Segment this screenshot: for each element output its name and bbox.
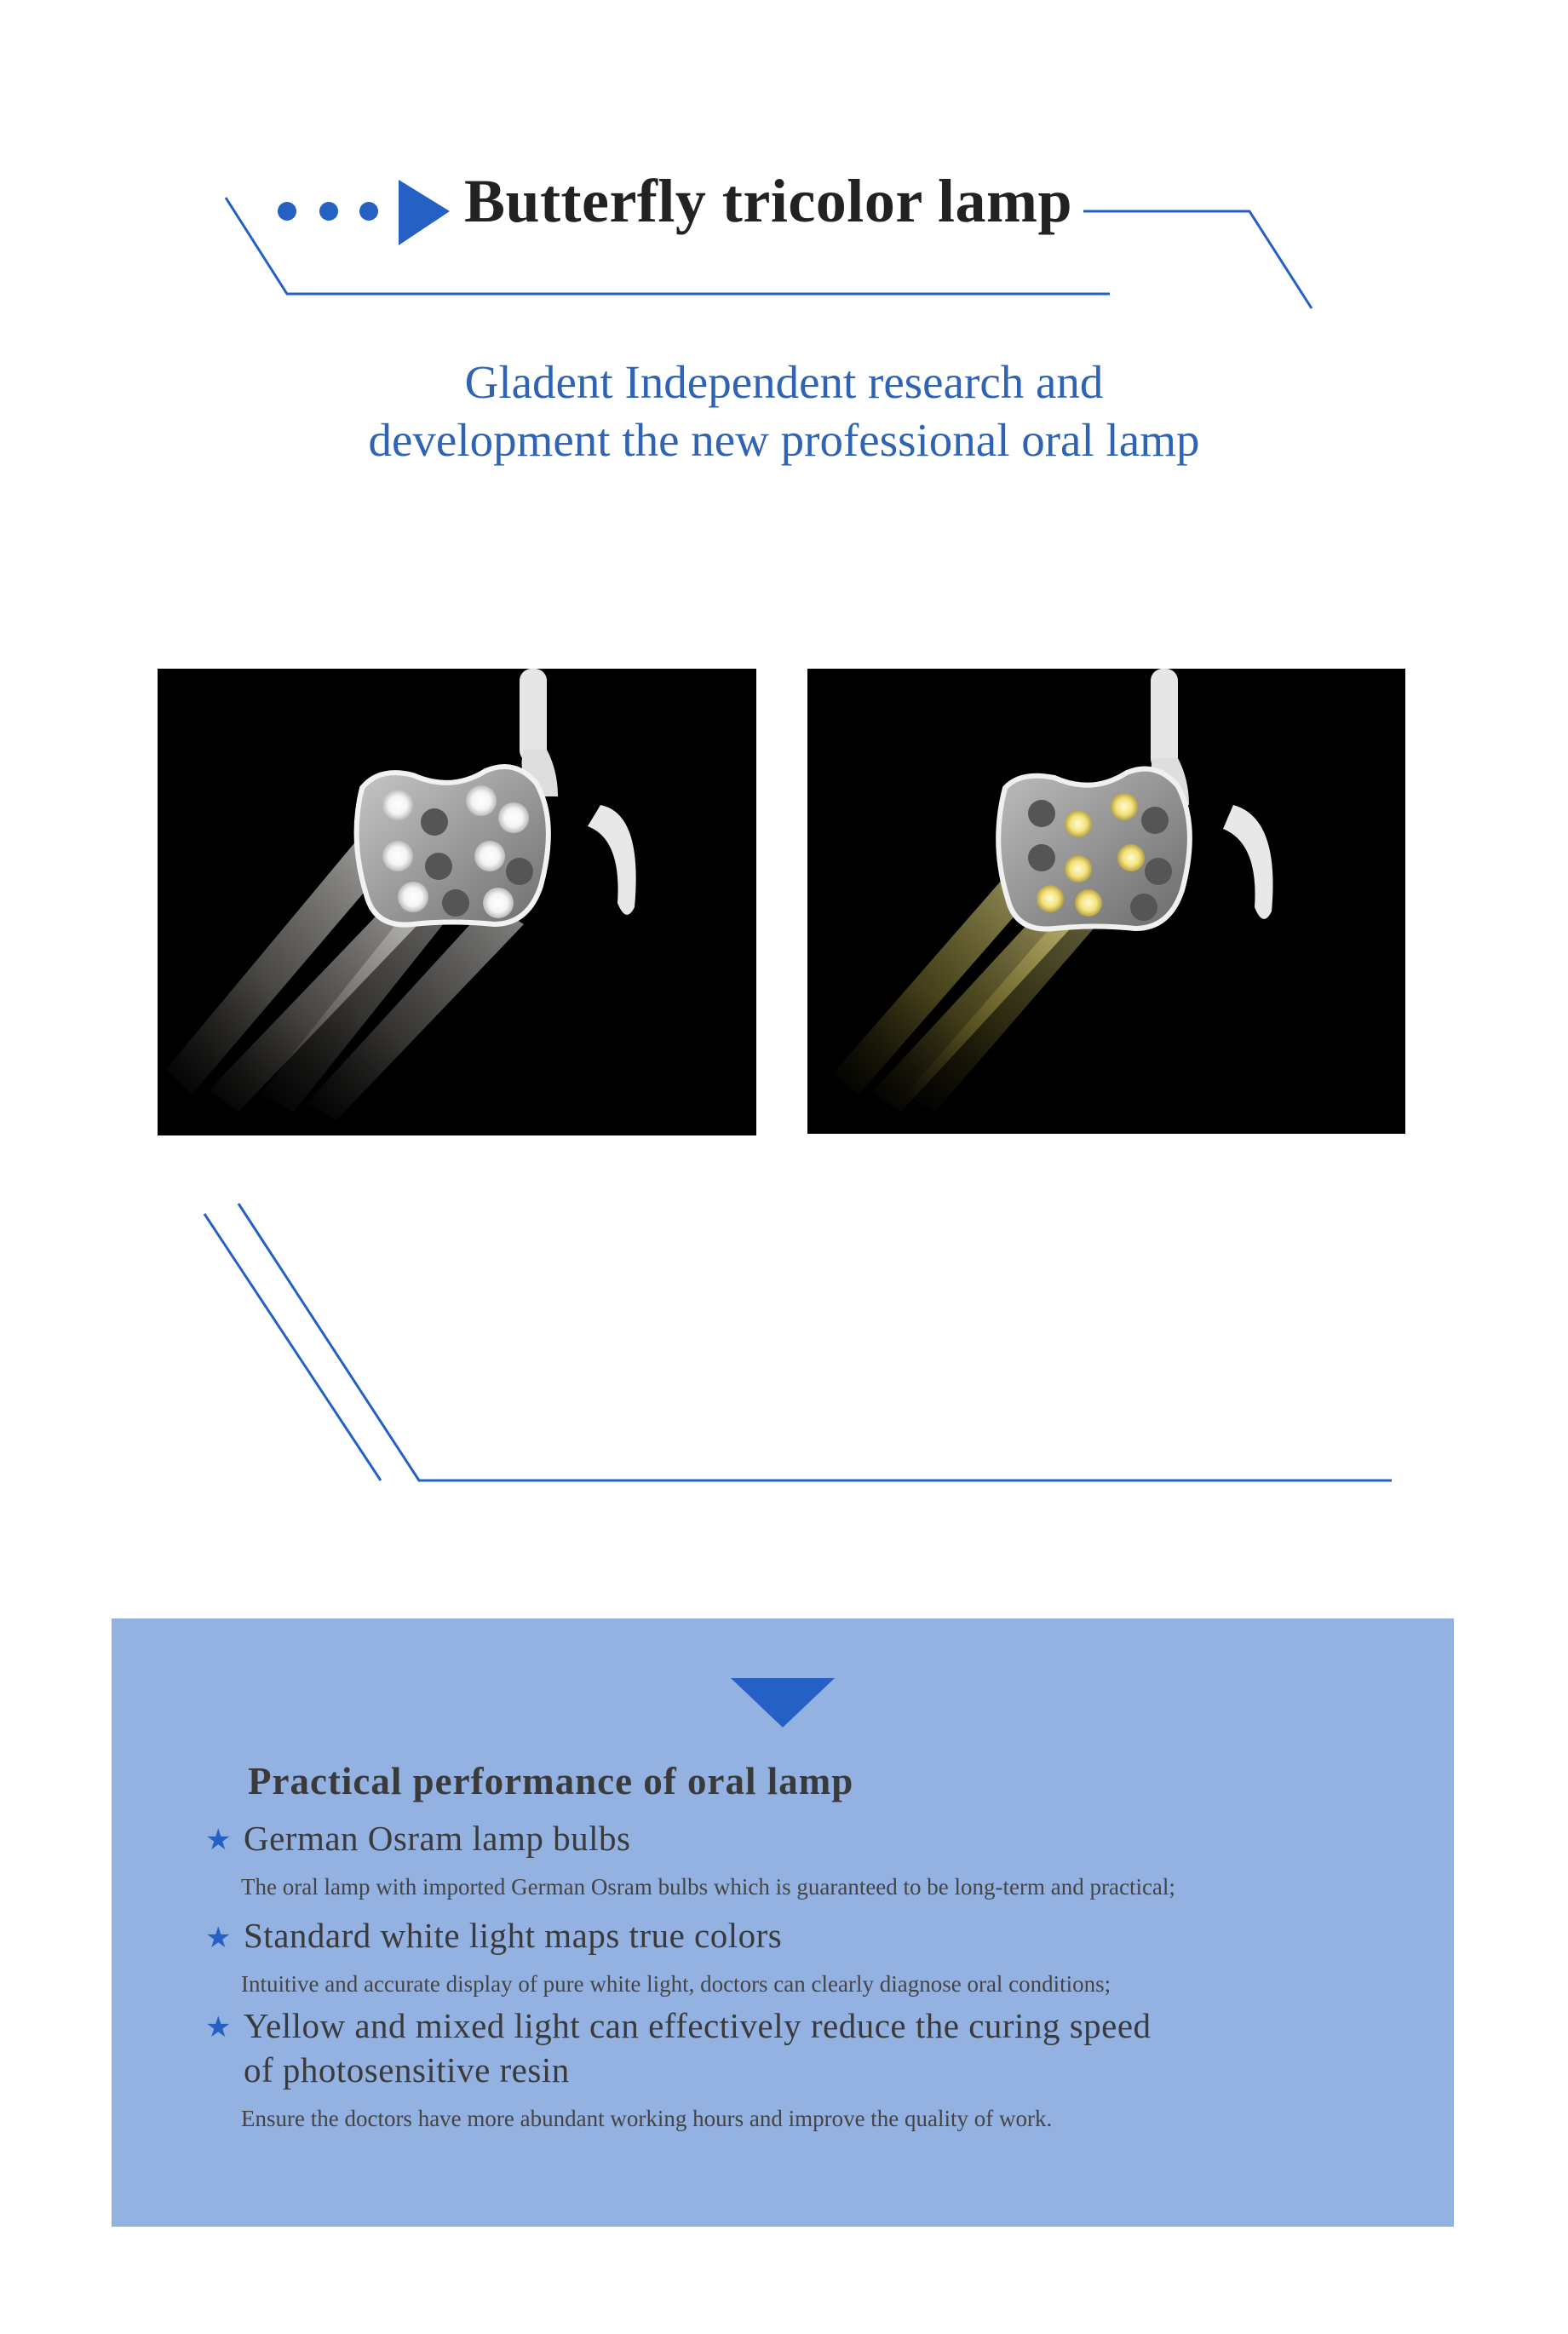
panel-heading: Practical performance of oral lamp	[248, 1760, 854, 1802]
header-dot-3	[359, 202, 378, 221]
header-play-icon	[399, 180, 450, 245]
subtitle-line-1: Gladent Independent research and	[464, 356, 1104, 408]
star-icon: ★	[205, 2010, 232, 2044]
section-divider-line-a	[204, 1214, 381, 1480]
feature-title-white-light: Standard white light maps true colors	[244, 1916, 783, 1955]
feature-desc-osram: The oral lamp with imported German Osram bulbs which is guaranteed to be long-term and practical;	[241, 1874, 1175, 1900]
feature-title-yellow-light-line2: of photosensitive resin	[244, 2050, 570, 2090]
subtitle-line-2: development the new professional oral lamp	[368, 414, 1200, 466]
feature-desc-yellow-light: Ensure the doctors have more abundant working hours and improve the quality of work.	[241, 2106, 1053, 2131]
header-dot-1	[278, 202, 296, 221]
feature-title-yellow-light-line1: Yellow and mixed light can effectively reduce the curing speed	[244, 2006, 1152, 2045]
performance-panel	[112, 1618, 1454, 2227]
star-icon: ★	[205, 1823, 232, 1857]
down-arrow-icon	[731, 1678, 835, 1728]
section-divider-line-b	[238, 1204, 1392, 1480]
header-dot-2	[319, 202, 338, 221]
white-light-lamp-photo	[158, 669, 756, 1135]
page-title: Butterfly tricolor lamp	[464, 167, 1072, 235]
feature-desc-white-light: Intuitive and accurate display of pure white light, doctors can clearly diagnose oral conditions;	[241, 1971, 1111, 1997]
yellow-light-lamp-photo	[807, 669, 1405, 1134]
feature-title-osram: German Osram lamp bulbs	[244, 1819, 631, 1858]
header-right-bracket-line	[1083, 211, 1312, 308]
star-icon: ★	[205, 1921, 232, 1955]
